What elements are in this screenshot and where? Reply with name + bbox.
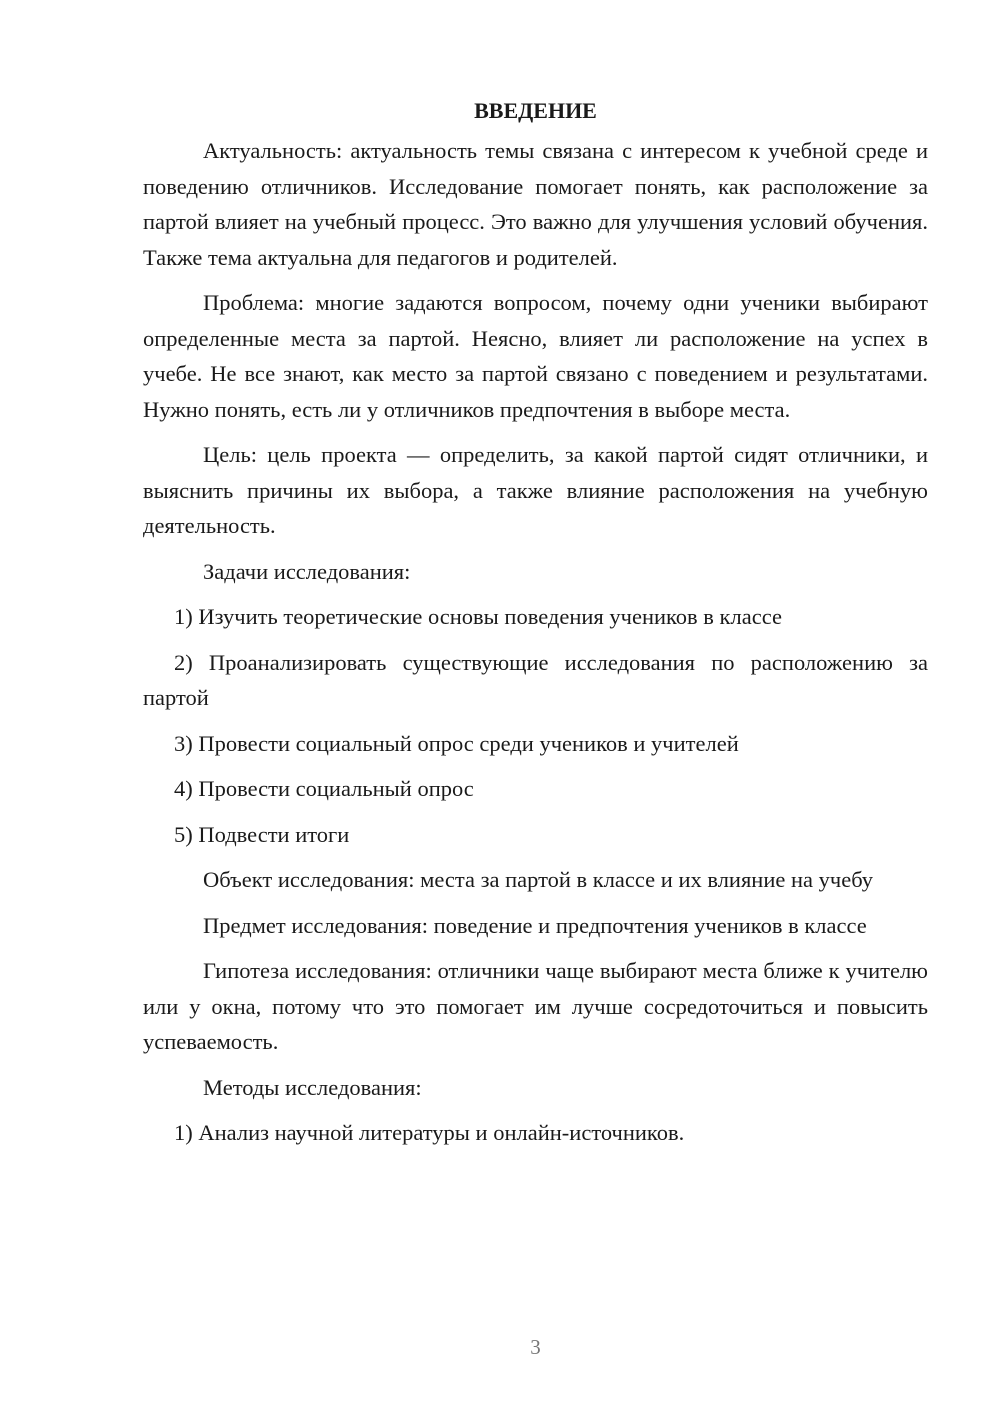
- hypothesis-paragraph: Гипотеза исследования: отличники чаще выбирают места ближе к учителю или у окна, потому что это помогает им лучше сосредоточиться и повысить успеваемость.: [143, 958, 928, 1054]
- problem-paragraph: Проблема: многие задаются вопросом, почему одни ученики выбирают определенные места за партой. Неясно, влияет ли расположение на успех в учебе. Не все знают, как место за партой связано с поведением и результатами. Нужно понять, есть ли у отличников предпочтения в выборе места.: [143, 290, 928, 422]
- document-page: [143, 96, 928, 1161]
- section-heading: ВВЕДЕНИЕ: [474, 98, 597, 123]
- method-item: 1) Анализ научной литературы и онлайн-источников.: [174, 1120, 685, 1145]
- tasks-heading: Задачи исследования:: [203, 558, 411, 584]
- page-number: 3: [530, 1335, 541, 1359]
- task-item: 3) Провести социальный опрос среди учеников и учителей: [174, 730, 739, 756]
- relevance-paragraph: Актуальность: актуальность темы связана с интересом к учебной среде и поведению отличников. Исследование помогает понять, как расположение за партой влияет на учебный процесс. Это важно для улучшения условий обучения. Также тема актуальна для педагогов и родителей.: [143, 138, 928, 270]
- methods-heading: Методы исследования:: [203, 1074, 422, 1100]
- object-paragraph: Объект исследования: места за партой в классе и их влияние на учебу: [203, 867, 874, 892]
- task-item: 1) Изучить теоретические основы поведения учеников в классе: [174, 604, 782, 629]
- task-item: 2) Проанализировать существующие исследования по расположению за партой: [143, 649, 928, 710]
- task-item: 5) Подвести итоги: [174, 821, 350, 847]
- task-item: 4) Провести социальный опрос: [174, 776, 474, 801]
- goal-paragraph: Цель: цель проекта — определить, за какой партой сидят отличники, и выяснить причины их выбора, а также влияние расположения на учебную деятельность.: [143, 442, 928, 538]
- subject-paragraph: Предмет исследования: поведение и предпочтения учеников в классе: [203, 912, 867, 938]
